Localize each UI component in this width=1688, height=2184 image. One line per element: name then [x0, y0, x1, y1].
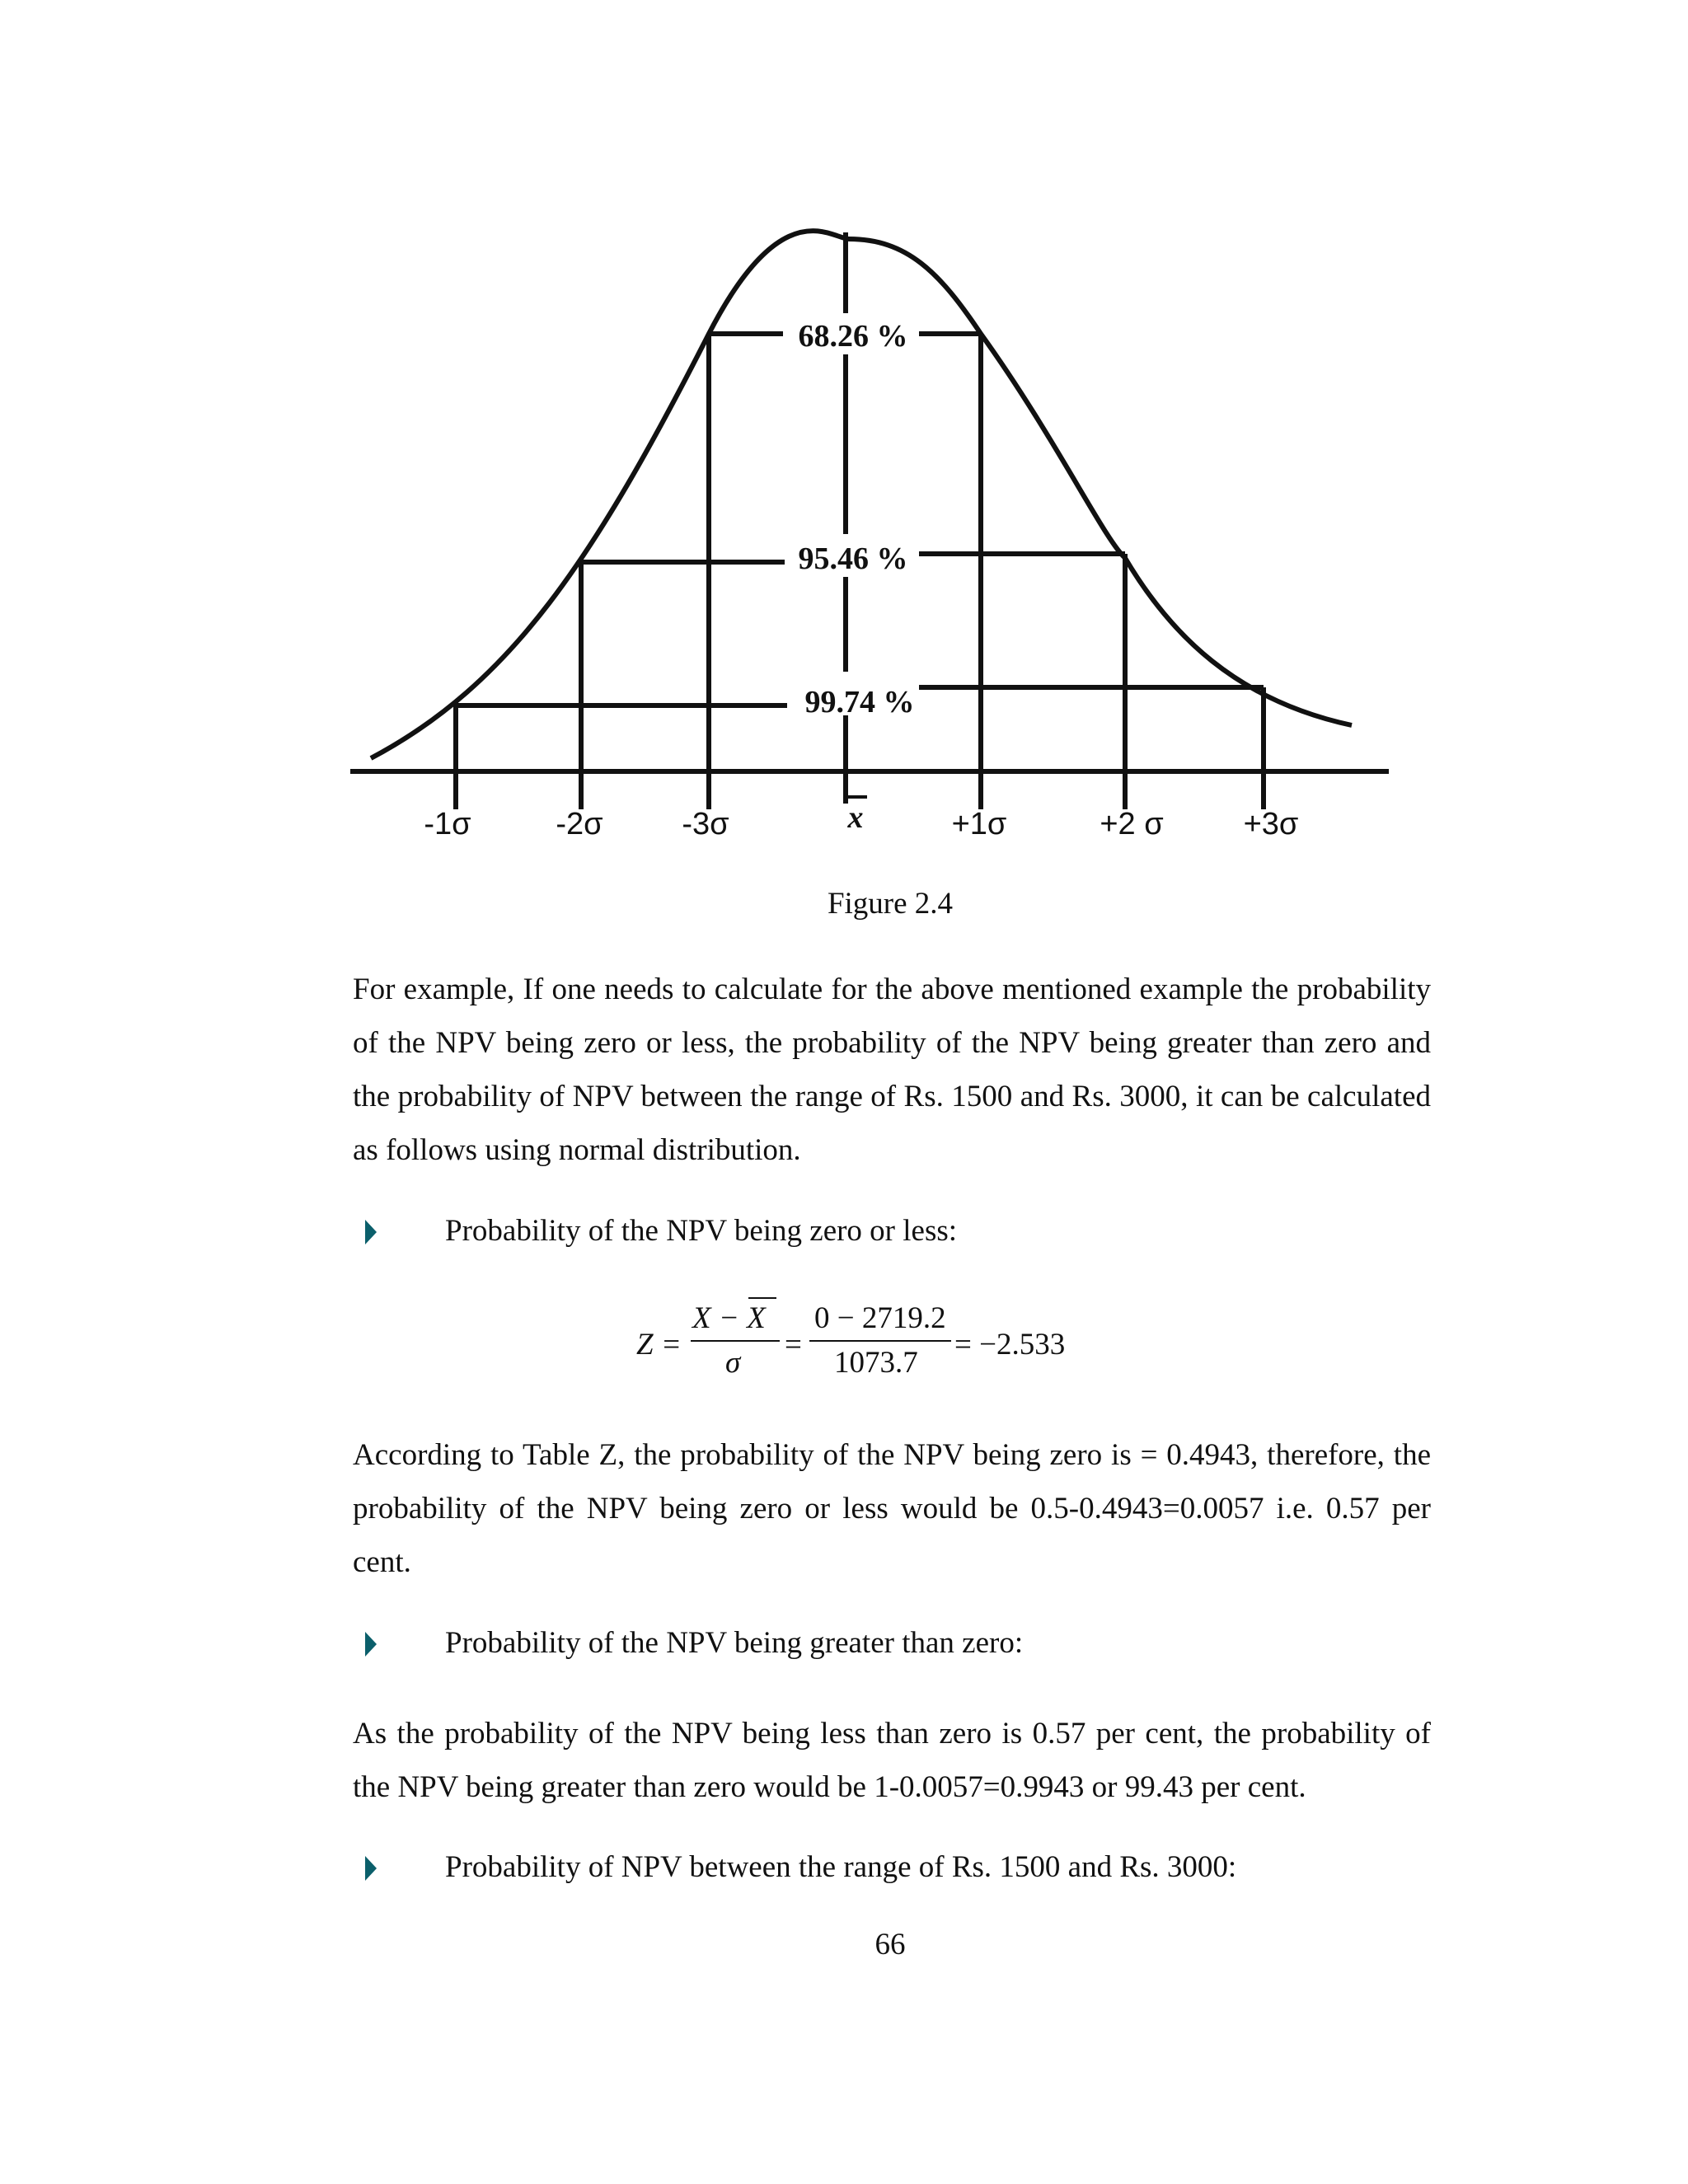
page-number: 66: [874, 1928, 906, 1961]
formula-numerator-2: 0 − 2719.2: [814, 1301, 946, 1335]
formula-equals: =: [785, 1328, 802, 1361]
tick-label-minus-2: -2σ: [556, 807, 603, 841]
x-bar-overline-formula: [748, 1297, 776, 1299]
band-label-95: 95.46 %: [798, 541, 908, 576]
bullet-arrow-icon: [365, 1632, 377, 1657]
bullet-arrow-icon: [365, 1856, 377, 1881]
band-label-99: 99.74 %: [804, 685, 915, 719]
paragraph-greater-than-zero: As the probability of the NPV being less than zero is 0.57 per cent, the probability of the NPV being greater than zero would be 1-0.0057=0.9943 or 99.43 per cent.: [353, 1717, 1431, 1804]
intro-paragraph: For example, If one needs to calculate for the above mentioned example the probability of the NPV being zero or less, the probability of the NPV being greater than zero and the probability of NPV between the range of Rs. 1500 and Rs. 3000, it can be calculated as follows using normal distribution.: [353, 972, 1431, 1167]
figure-caption: Figure 2.4: [827, 887, 954, 921]
normal-distribution-figure: [0, 0, 1688, 890]
band-label-68: 68.26 %: [798, 319, 908, 354]
formula-result: = −2.533: [954, 1328, 1066, 1361]
paragraph-table-z: According to Table Z, the probability of the NPV being zero is = 0.4943, therefore, the probability of the NPV being zero or less would be 0.5-0.4943=0.0057 i.e. 0.57 per cent.: [353, 1438, 1431, 1579]
tick-label-plus-2: +2 σ: [1100, 807, 1164, 841]
formula-denominator-1: σ: [725, 1346, 741, 1380]
bullet-text: Probability of the NPV being greater than zero:: [445, 1626, 1024, 1660]
fraction-bar-2: [809, 1340, 951, 1342]
tick-label-minus-3: -3σ: [682, 807, 729, 841]
formula-lhs: Z =: [636, 1328, 682, 1361]
tick-label-mean: x: [847, 800, 864, 835]
tick-label-plus-1: +1σ: [951, 807, 1007, 841]
formula-denominator-2: 1073.7: [834, 1346, 918, 1380]
formula-numerator-1: X − X: [692, 1301, 766, 1335]
bullet-text: Probability of the NPV being zero or less:: [445, 1214, 958, 1248]
bell-curve: [371, 231, 1352, 758]
fraction-bar-1: [691, 1340, 780, 1342]
bullet-arrow-icon: [365, 1220, 377, 1244]
tick-label-minus-1: -1σ: [424, 807, 471, 841]
tick-label-plus-3: +3σ: [1243, 807, 1299, 841]
bullet-text: Probability of NPV between the range of Rs. 1500 and Rs. 3000:: [445, 1850, 1237, 1884]
